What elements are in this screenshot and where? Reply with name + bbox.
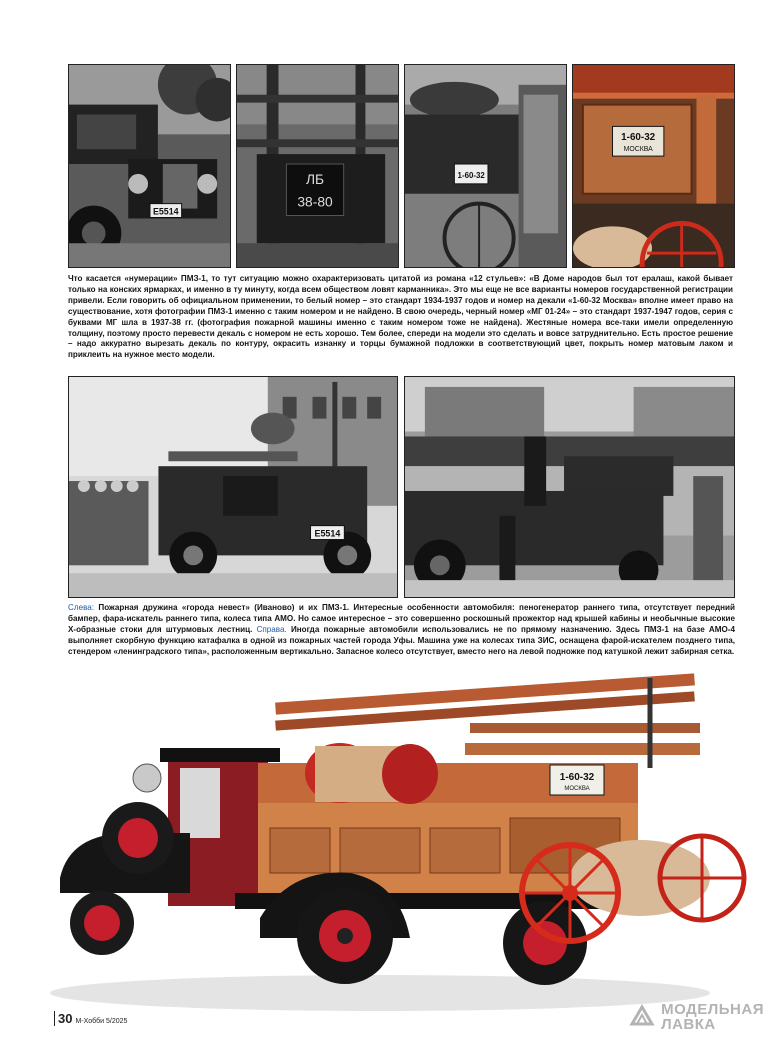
watermark-line1: МОДЕЛЬНАЯ <box>661 1001 764 1018</box>
page-footer <box>54 1011 127 1026</box>
model-plate-line1: 1-60-32 <box>559 772 595 783</box>
magazine-issue: М-Хобби 5/2025 <box>75 1018 128 1025</box>
plate-text: E5514 <box>314 528 341 539</box>
photo-ufa-funeral <box>404 376 735 598</box>
caption-left-text: Пожарная дружина «города невест» (Иваново) и их ПМЗ-1. Интересные особенности автомобиля: пеногенератор раннего типа, отсутствует передний бампер, фара-искатель раннего типа, колеса типа АМО. Но самое интересное – это совершенно роскошный прожектор над крышей кабины и необычные высокие Х-образные стоки для штурмовых лестниц. <box>68 603 735 634</box>
plate-line1: ЛБ <box>305 170 325 187</box>
caption-right-text: Иногда пожарные автомобили использовались не по прямому назначению. Здесь ПМЗ-1 на базе АМО-4 выполняет скорбную функцию катафалка в одной из пожарных частей города Уфы. Машина уже на колесах типа ЗИС, оснащена фарой-искателем позднего типа, стендером «ленинградского типа», расположенным вертикально. Запасное колесо отсутствует, вместо него на левой подножке под катушкой лежит забирная сетка. <box>68 624 735 656</box>
photo-truck-front <box>68 64 231 268</box>
watermark-line2: ЛАВКА <box>661 1016 716 1033</box>
plate-text: E5514 <box>152 206 179 217</box>
caption-left-label: Слева: <box>68 603 95 612</box>
caption-bottom <box>68 603 735 658</box>
page-number: 30 <box>54 1011 72 1026</box>
caption-top: Что касается «нумерации» ПМЗ-1, то тут ситуацию можно охарактеризовать цитатой из романа «12 стульев»: «В Доме народов был тот ералаш, какой бывает только на конских ярмарках, и именно в ту минуту, когда всем обществом ловят карманника». Это мы еще не все варианты номеров государственной регистрации привели. Если говорить об официальном применении, то белый номер – это стандарт 1934-1937 годов и номер на декали «1-60-32 Москва» вполне имеет право на существование, хотя фотографии ПМЗ-1 именно с таким номером и не найдено. В свою очередь, черный номер «МГ 01-24» – это стандарт 1937-1947 годов, серия с буквами МГ шла в 1937-38 гг. (фотография пожарной машины именно с таким номером тоже не найдена). Жестяные номера все-таки имели определенную толщину, поэтому просто перевести декаль с номером не есть хорошо. Тем более, спереди на модели это сделать и вовсе затруднительно. Есть простое решение – надо аккуратно вырезать декаль по контуру, окрасить изнанку и торцы бумажной подложки в соответствующий цвет, покрыть номер матовым лаком и приклеить на нужное место модели. <box>68 274 733 360</box>
model-plate-line2: МОСКВА <box>564 786 590 792</box>
decal-line2: МОСКВА <box>623 146 653 154</box>
watermark-logo-icon <box>629 1004 655 1030</box>
photo-truck-black-plate <box>236 64 399 268</box>
plate-line2: 38-80 <box>297 193 333 210</box>
photo-ivanovo-brigade <box>68 376 398 598</box>
watermark <box>661 1002 764 1032</box>
plate-text: 1-60-32 <box>457 170 485 180</box>
photo-hose-reel <box>404 64 567 268</box>
model-truck-photo <box>40 668 750 1018</box>
decal-line1: 1-60-32 <box>621 132 656 144</box>
photo-model-decal <box>572 64 735 268</box>
caption-right-label: Справа. <box>256 624 287 634</box>
